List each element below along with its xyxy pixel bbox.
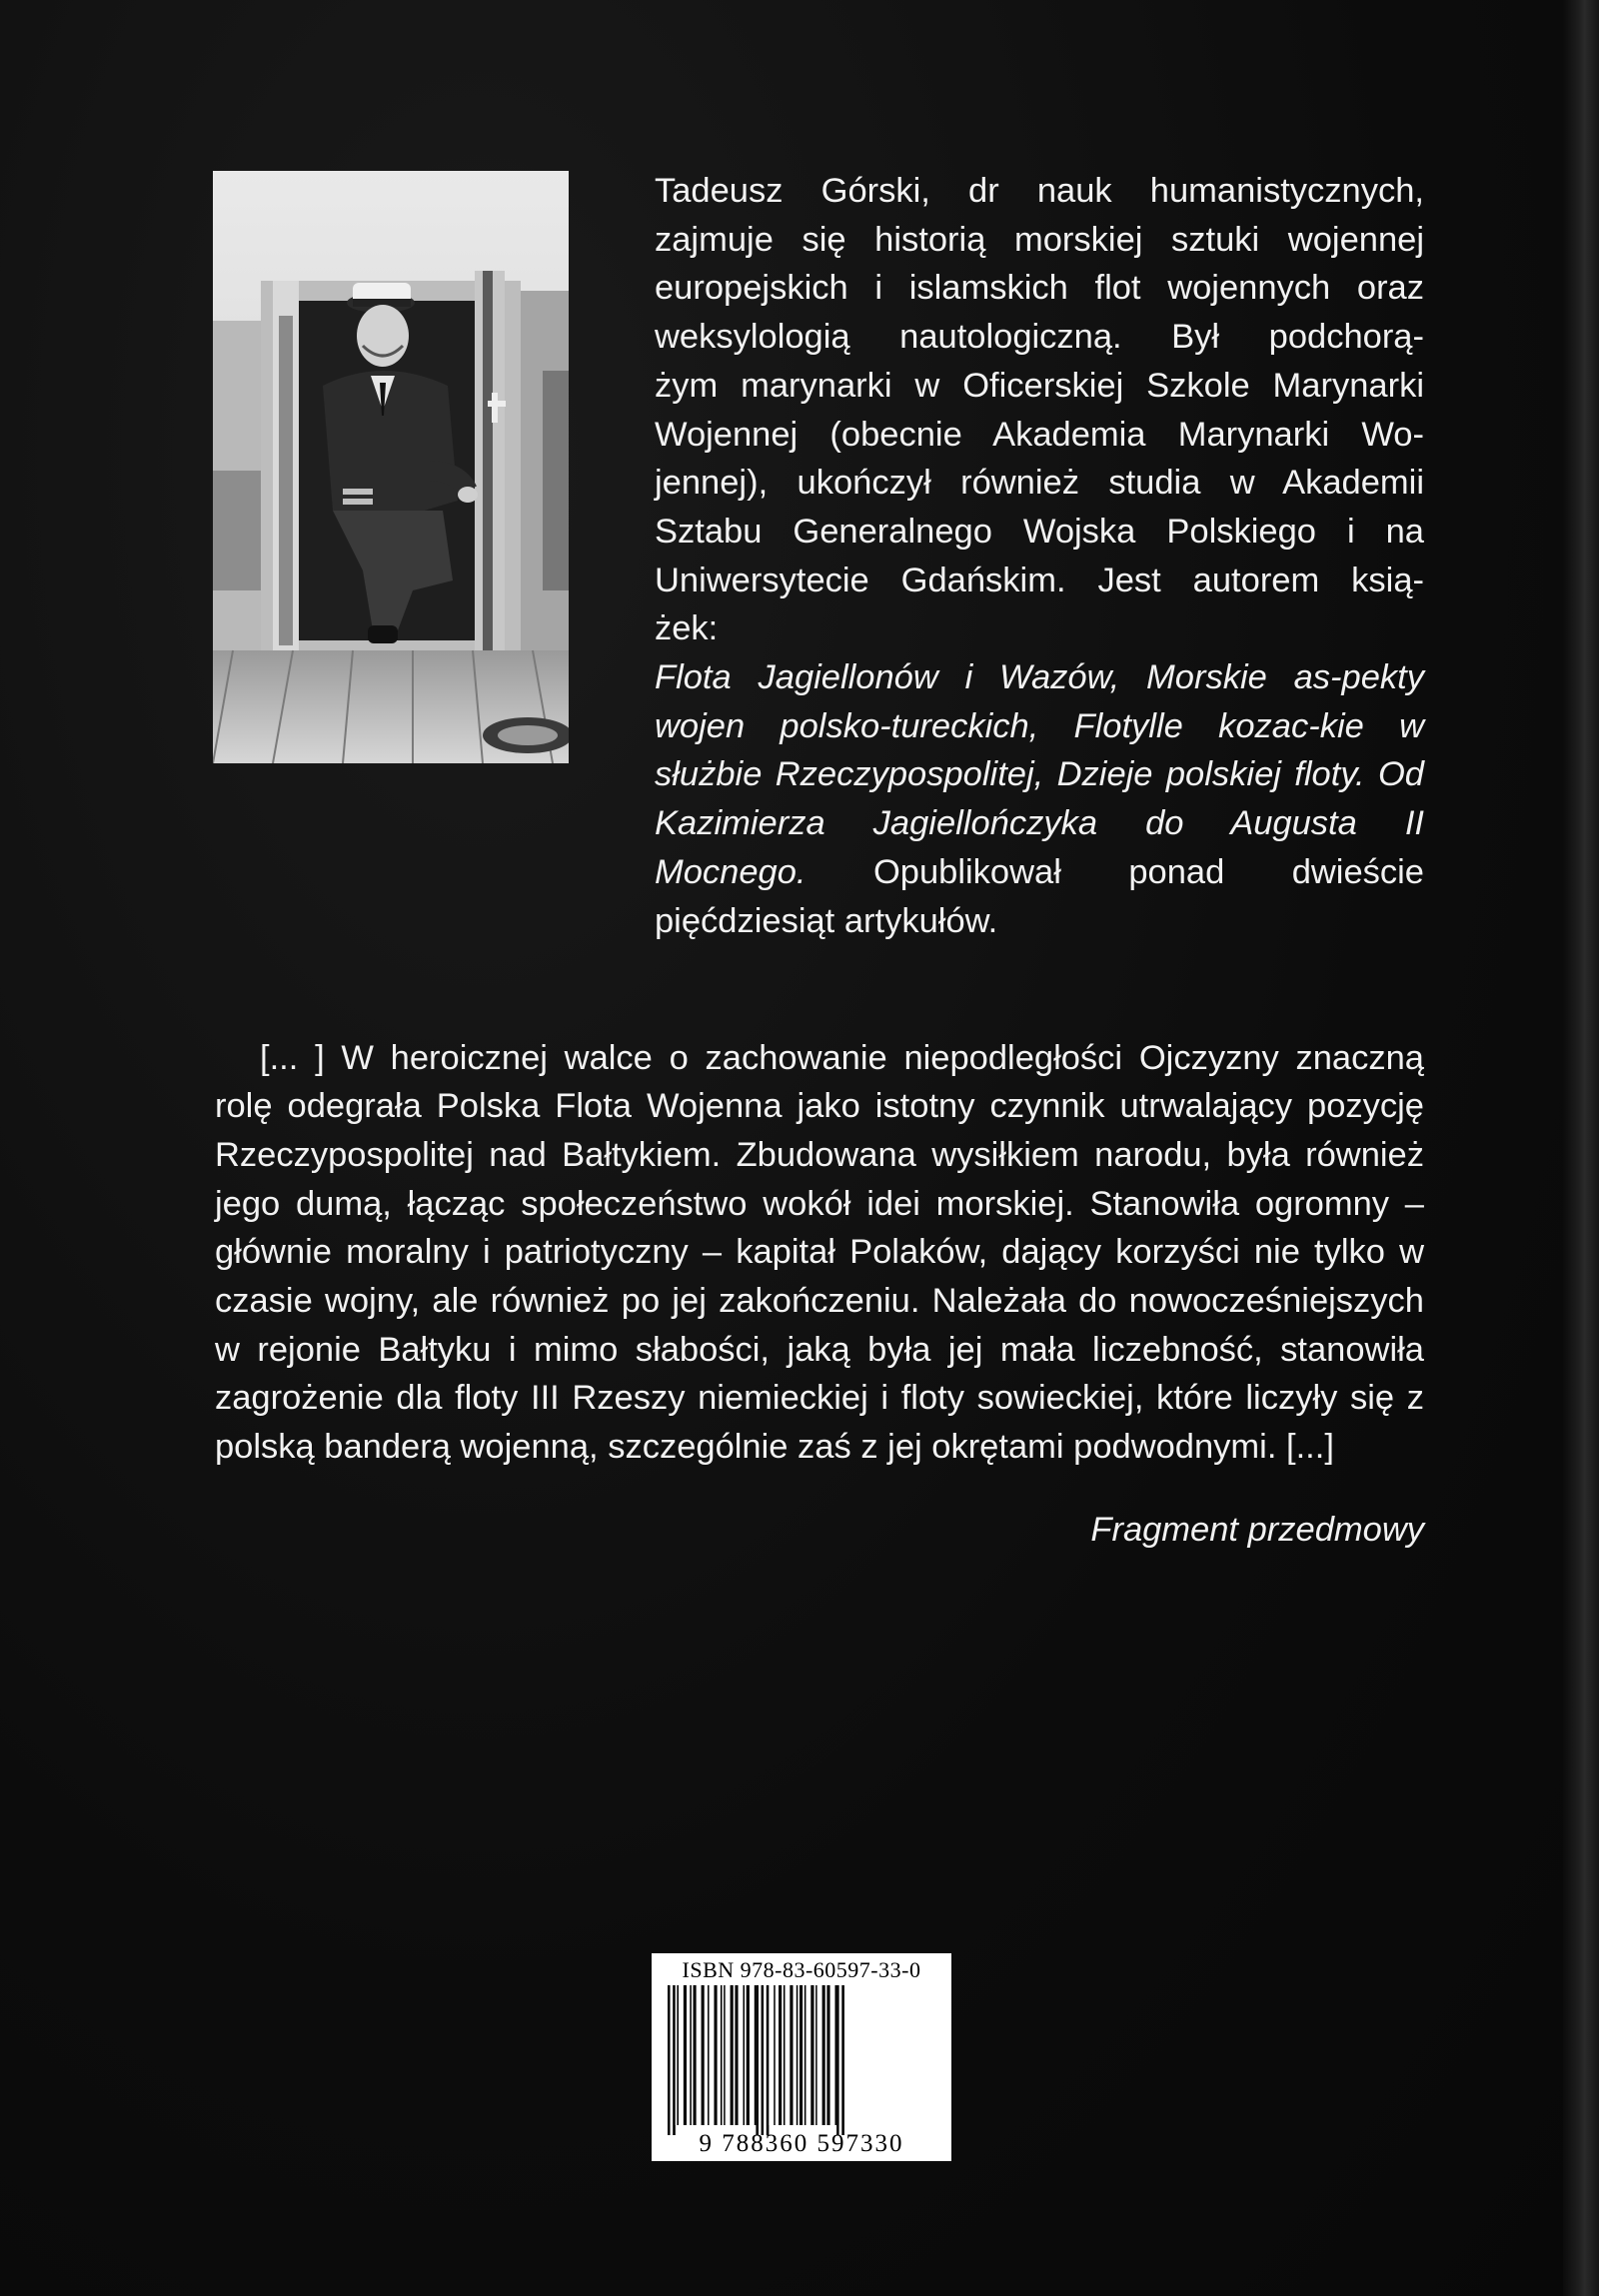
barcode-bar: [784, 1985, 786, 2125]
barcode-bar: [708, 1985, 710, 2125]
barcode-bar: [673, 1985, 676, 2135]
barcode-bar: [774, 1985, 776, 2125]
barcode-bar: [786, 1985, 791, 2125]
bio-line: Uniwersytecie Gdańskim. Jest autorem ksią-: [655, 561, 1424, 599]
barcode-bar: [731, 1985, 734, 2125]
barcode-bar: [735, 1985, 738, 2125]
barcode-bar: [825, 1985, 827, 2125]
barcode-bar: [684, 1985, 687, 2125]
isbn-label: ISBN 978-83-60597-33-0: [682, 1957, 921, 1982]
bio-line: zajmuje się historią morskiej sztuki wojennej: [655, 220, 1424, 259]
barcode-bar: [755, 1985, 757, 2125]
barcode-bar: [747, 1985, 750, 2125]
barcode-bar: [767, 1985, 770, 2135]
bio-line: Wojennej (obecnie Akademia Marynarki Wo-: [655, 415, 1424, 454]
bio-line: jennej), ukończył również studia w Akademii: [655, 464, 1424, 503]
barcode-bar: [721, 1985, 723, 2125]
barcode-bar: [724, 1985, 726, 2125]
barcode-bar: [734, 1985, 736, 2125]
barcode-bar: [797, 1985, 799, 2125]
barcode-bar: [782, 1985, 784, 2125]
barcode-bar: [834, 1985, 836, 2125]
barcode-bar: [697, 1985, 702, 2125]
book-title: Dzieje polskiej floty. Od Kazimierza Jagiellończyka do Augusta II Mocnego.: [655, 755, 1424, 891]
barcode-bar: [687, 1985, 690, 2125]
bio-line: Sztabu Generalnego Wojska Polskiego i na: [655, 512, 1424, 551]
barcode-bar: [723, 1985, 725, 2125]
barcode-bar: [714, 1985, 717, 2125]
barcode-bar: [841, 1985, 844, 2135]
isbn-barcode: [652, 1953, 951, 2161]
barcode-bar: [690, 1985, 692, 2125]
barcode-bar: [790, 1985, 793, 2125]
barcode-bar: [759, 1985, 762, 2135]
barcode-bar: [702, 1985, 705, 2125]
barcode-bar: [779, 1985, 782, 2125]
excerpt-attribution: Fragment przedmowy: [1090, 1511, 1424, 1549]
barcode-bar: [726, 1985, 731, 2125]
barcode-bar: [745, 1985, 747, 2125]
barcode-bar: [794, 1985, 797, 2125]
barcode-bar: [692, 1985, 694, 2125]
bio-line: żym marynarki w Oficerskiej Szkole Marynarki: [655, 366, 1424, 405]
barcode-bar: [756, 1985, 759, 2135]
bio-line: żek:: [655, 609, 719, 648]
barcode-bar: [668, 1985, 671, 2135]
barcode-bar: [718, 1985, 721, 2125]
barcode-bar: [802, 1985, 804, 2125]
barcode-bar: [830, 1985, 835, 2125]
barcode-bar: [762, 1985, 765, 2135]
barcode-bar: [826, 1985, 829, 2125]
barcode-bar: [739, 1985, 744, 2125]
barcode-bar: [805, 1985, 810, 2125]
author-bio-top: [655, 167, 1424, 940]
barcode-bar: [804, 1985, 806, 2125]
barcode-bar: [679, 1985, 684, 2125]
spine-edge: [1563, 0, 1599, 2296]
barcode-bar: [836, 1985, 839, 2135]
barcode-digits: 9 788360 597330: [699, 2130, 904, 2157]
barcode-bar: [839, 1985, 842, 2135]
bio-line: weksylologią nautologiczną. Był podchorą-: [655, 318, 1424, 357]
barcode-bar: [769, 1985, 774, 2125]
bio-line: europejskich i islamskich flot wojennych oraz: [655, 269, 1424, 308]
barcode-bar: [814, 1985, 816, 2125]
barcode-bar: [677, 1985, 679, 2125]
barcode-bar: [676, 1985, 678, 2125]
book-title: Morskie as-pekty wojen polsko-tureckich,: [655, 658, 1424, 745]
barcode-bar: [694, 1985, 697, 2125]
bio-closing: Opublikował ponad dwieście pięćdziesiąt artykułów.: [655, 852, 1424, 940]
book-title: Flota Jagiellonów i Wazów,: [655, 658, 1120, 696]
barcode-bar: [671, 1985, 674, 2135]
barcode-bar: [764, 1985, 767, 2135]
book-title: Flotylle kozac-kie w służbie Rzeczypospolitej,: [655, 706, 1424, 794]
barcode-bar: [710, 1985, 715, 2125]
barcode-bar: [744, 1985, 746, 2125]
barcode-bar: [800, 1985, 802, 2125]
barcode-bar: [810, 1985, 813, 2125]
bio-line: Tadeusz Górski, dr nauk humanistycznych,: [655, 172, 1424, 210]
barcode-bar: [815, 1985, 817, 2125]
barcode-bar: [776, 1985, 779, 2125]
barcode-bar: [705, 1985, 708, 2125]
preface-excerpt: [... ] W heroicznej walce o zachowanie niepodległości Ojczyzny znaczną rolę odegrała Polska Flota Wojenna jako istotny czynnik utrwalający pozycję Rzeczypospolitej nad Bałtykiem. Zbudowana wysiłkiem narodu, była również jego dumą, łącząc społeczeństwo wokół idei morskiej. Stanowiła ogromny – głównie moralny i patriotyczny – kapitał Polaków, dający korzyści nie tylko w czasie wojny, ale również po jej zakończeniu. Należała do nowocześniejszych w rejonie Bałtyku i mimo słabości, jaką była jej mała liczebność, stanowiła zagrożenie dla floty III Rzeszy niemieckiej i floty sowieckiej, które liczyły się z polską banderą wojenną, szczególnie zaś z jej okrętami podwodnymi. [...]: [215, 1038, 1424, 1467]
barcode-bar: [822, 1985, 825, 2125]
barcode-bar: [798, 1985, 800, 2125]
barcode-bar: [817, 1985, 822, 2125]
barcode-bars: [664, 1985, 939, 2135]
barcode-bar: [750, 1985, 755, 2125]
